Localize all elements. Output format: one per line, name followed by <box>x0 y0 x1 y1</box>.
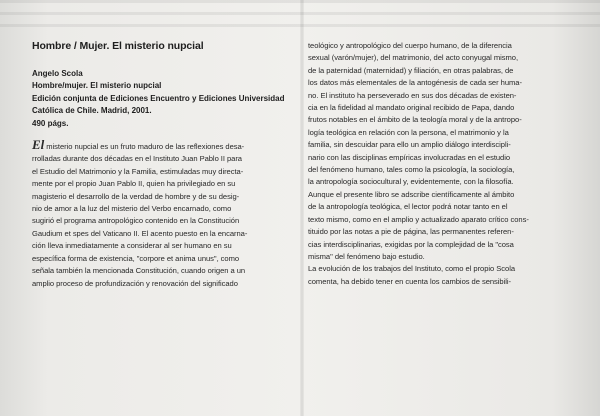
text-line: ción lleva inmediatamente a considerar al ser humano en su <box>32 241 232 251</box>
text-line: señala también la mencionada Constitución, cuando origen a un <box>32 266 246 276</box>
right-column <box>308 40 576 288</box>
text-line: Gaudium et spes del Vaticano II. El acento puesto en la encarna- <box>32 228 248 238</box>
text-line: magisterio el desarrollo de la verdad de hombre y de su desig- <box>32 191 240 201</box>
text-line: específica forma de existencia, "corpore et anima unus", como <box>32 253 240 263</box>
book-author: Angelo Scola <box>32 69 83 78</box>
book-title: Hombre/mujer. El misterio nupcial <box>32 81 162 91</box>
page-fold <box>300 0 304 416</box>
book-pages: 490 págs. <box>32 118 69 128</box>
text-line: El misterio nupcial es un fruto maduro de las reflexiones desa- <box>32 137 245 153</box>
text-line: logía teológica en relación con la persona, el matrimonio y la <box>308 127 509 137</box>
text-line: no. El instituto ha perseverado en sus dos décadas de existen- <box>308 90 517 100</box>
book-reference <box>32 68 296 130</box>
text-line: de la antropología teológica, el lector podrá notar tanto en el <box>308 202 508 212</box>
text-line: Aunque el presente libro se adscribe científicamente al ámbito <box>308 189 515 199</box>
text-line: sexual (varón/mujer), del matrimonio, del acto conyugal mismo, <box>308 53 519 63</box>
text-line: de la paternidad (maternidad) y filiación, en otras palabras, de <box>308 65 514 75</box>
text-line: familia, sin descuidar para ello un amplio diálogo interdiscipli- <box>308 140 511 150</box>
text-line: nio de amor a la luz del misterio del Verbo encarnado, como <box>32 204 232 214</box>
text-line: cia en la fidelidad al mandato original recibido de Papa, dando <box>308 103 515 113</box>
text-line: La evolución de los trabajos del Instituto, como el propio Scola <box>308 264 516 274</box>
left-column <box>32 40 296 290</box>
right-body-text <box>308 40 576 288</box>
text-line: los datos más elementales de la antogénesis de cada ser huma- <box>308 78 522 88</box>
text-line: tituido por las notas a pie de página, las permanentes referen- <box>308 227 514 237</box>
text-line: el Estudio del Matrimonio y la Familia, estimuladas muy directa- <box>32 166 244 176</box>
text-line: comenta, ha debido tener en cuenta los cambios de sensibili- <box>308 276 511 286</box>
text-line: teológico y antropológico del cuerpo humano, de la diferencia <box>308 41 512 50</box>
text-line: frutos notables en el ámbito de la teología moral y de la antropo- <box>308 115 522 125</box>
text-line: amplio proceso de profundización y renovación del significado <box>32 278 238 288</box>
book-place-year: Católica de Chile. Madrid, 2001. <box>32 106 152 116</box>
text-line: rrolladas durante dos décadas en el Instituto Juan Pablo II para <box>32 154 242 164</box>
text-line: del fenómeno humano, tales como la psicología, la sociología, <box>308 165 515 175</box>
book-publisher: Edición conjunta de Ediciones Encuentro y Ediciones Universidad <box>32 93 285 103</box>
text-line: la antropología sociocultural y, evidentemente, con la filosofía. <box>308 177 514 187</box>
text-line: sugirió el programa antropológico contenido en la Constitución <box>32 216 240 226</box>
text-line: misma" del fenómeno bajo estudio. <box>308 251 425 261</box>
review-title: Hombre / Mujer. El misterio nupcial <box>32 40 204 52</box>
text-line: cias interdisciplinarias, exigidas por la complejidad de la "cosa <box>308 239 514 249</box>
left-body-text <box>32 137 296 290</box>
text-line: nario con las disciplinas empíricas involucradas en el estudio <box>308 152 511 162</box>
text-line: mente por el propio Juan Pablo II, quien ha privilegiado en su <box>32 179 236 189</box>
text-line: texto mismo, como en el amplio y actualizado aparato crítico cons- <box>308 214 529 224</box>
drop-cap: El <box>32 137 45 153</box>
